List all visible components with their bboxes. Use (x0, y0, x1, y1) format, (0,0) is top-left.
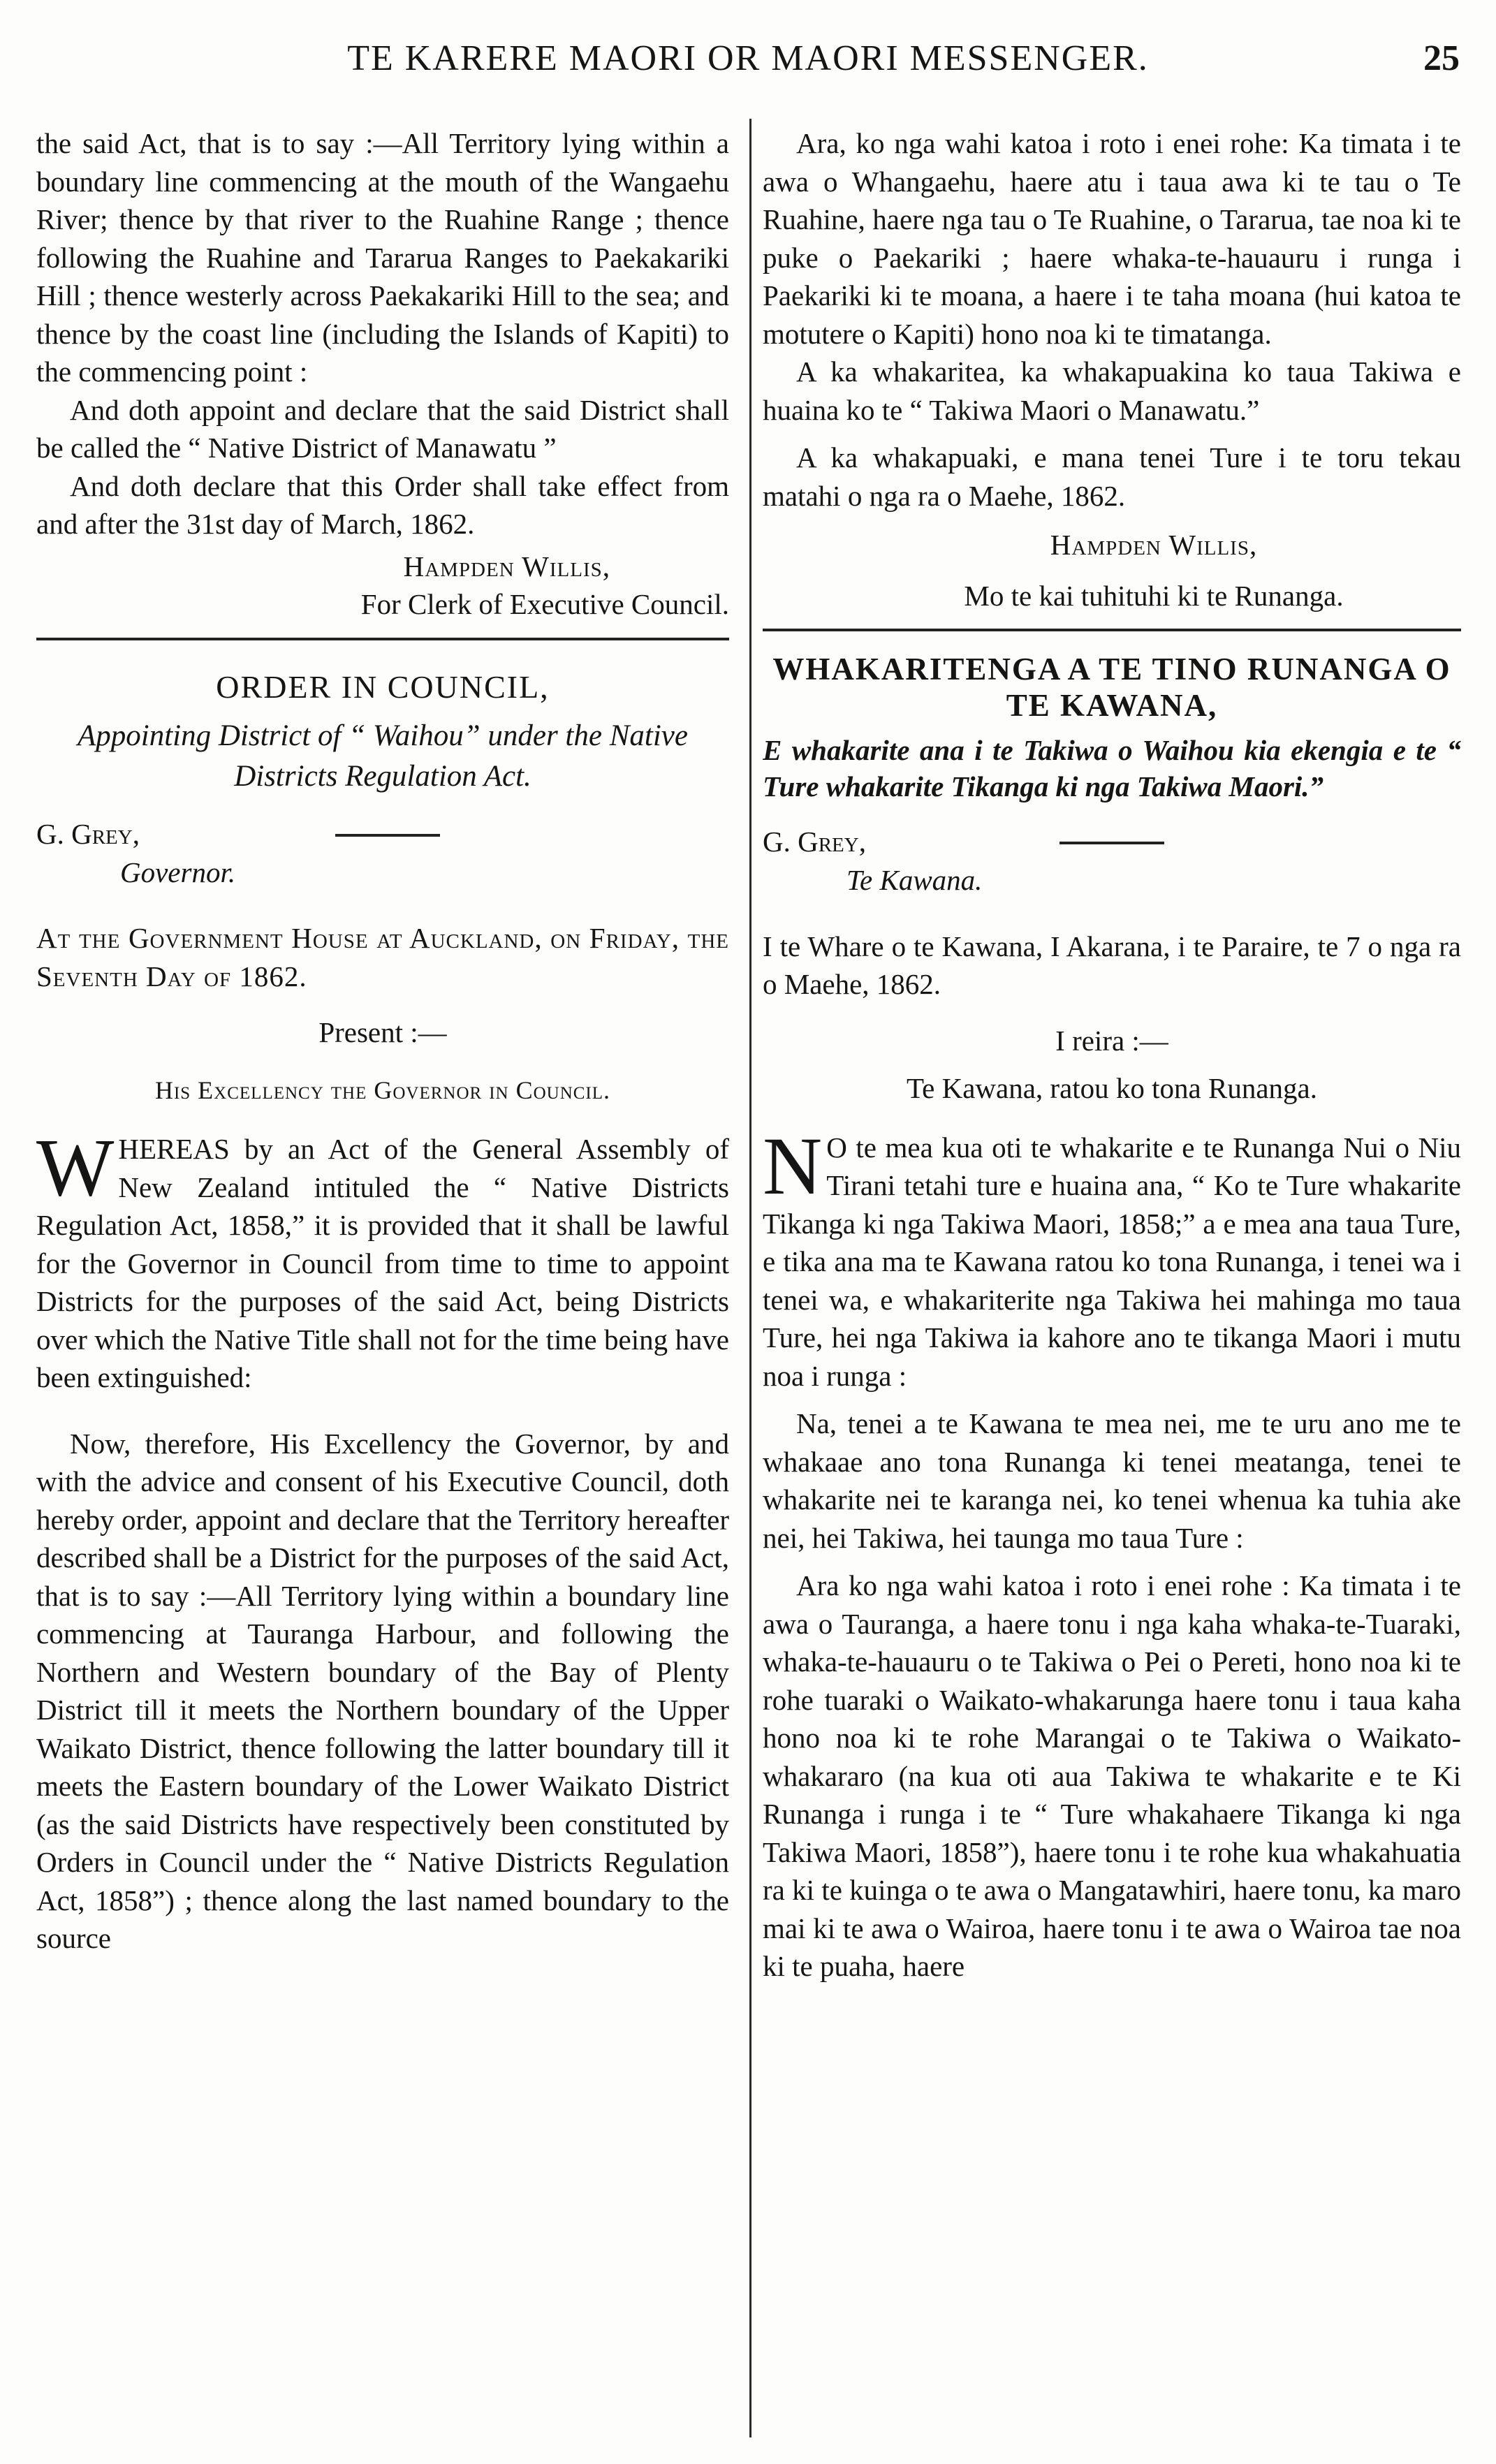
left-section-subheading: Appointing District of “ Waihou” under the Native Districts Regulation Act. (78, 719, 688, 793)
left-section-heading: ORDER IN COUNCIL, (216, 668, 550, 705)
right-paragraph-3: A ka whakapuaki, e mana tenei Ture i te toru tekau matahi o nga ra o Maehe, 1862. (763, 441, 1461, 512)
left-paragraph-3: And doth declare that this Order shall take effect from and after the 31st day of March, 1862. (36, 469, 729, 540)
column-rule (749, 119, 751, 2437)
left-governor-name: G. Grey, (36, 817, 140, 850)
left-place-date: At the Government House at Auckland, on Friday, the Seventh Day of 1862. (36, 922, 729, 992)
left-whereas-text: HEREAS by an Act of the General Assembly of New Zealand intituled the “ Native Districts Regulation Act, 1858,” it is provided that it shall be lawful for the Governor in Council from time to time to appoint Districts for the purposes of the said Act, being Districts over which the Native Title shall not for the time being have been extinguished: (36, 1133, 729, 1393)
page-number: 25 (1423, 38, 1460, 78)
dash-rule (335, 834, 440, 837)
right-column (763, 124, 1461, 2450)
right-governor-name: G. Grey, (763, 826, 866, 858)
left-present: Present :— (318, 1016, 447, 1048)
right-governor-title: Te Kawana. (846, 864, 983, 896)
right-na-tenei-paragraph: Na, tenei a te Kawana te mea nei, me te uru ano me te whakaae ano tona Runanga ki tenei meatanga, tenei te whakarite nei te karanga nei, ko tenei whenua ka tuhia ake nei, hei Takiwa, hei taunga mo taua Ture : (763, 1407, 1461, 1554)
left-paragraph-2: And doth appoint and declare that the said District shall be called the “ Native District of Manawatu ” (36, 393, 729, 464)
right-section-subheading: E whakarite ana i te Takiwa o Waihou kia ekengia e te “ Ture whakarite Tikanga ki nga Takiwa Maori.” (763, 734, 1461, 802)
left-signature-name: Hampden Willis, (403, 550, 610, 582)
section-rule (36, 638, 729, 640)
right-section-heading: WHAKARITENGA A TE TINO RUNANGA O TE KAWANA, (772, 652, 1451, 723)
right-paragraph-1: Ara, ko nga wahi katoa i roto i enei rohe: Ka timata i te awa o Whangaehu, haere atu i taua awa ki te tau o Te Ruahine, haere nga tau o Te Ruahine, o Tararua, tae noa ki te puke o Paekariki ; haere whaka-te-hauauru i runga i Paekariki ki te moana, a haere i te taha moana (hui katoa te motutere o Kapiti) hono noa ki te timatanga. (763, 127, 1461, 350)
dash-rule (1059, 842, 1164, 844)
left-whereas-paragraph (36, 1122, 729, 1397)
left-signature-role: For Clerk of Executive Council. (360, 588, 729, 620)
right-signature-name: Hampden Willis, (1050, 529, 1258, 561)
left-paragraph-1: the said Act, that is to say :—All Territory lying within a boundary line commencing at the mouth of the Wangaehu River; thence by that river to the Ruahine Range ; thence following the Ruahine and Tararua Ranges to Paekakariki Hill ; thence westerly across Paekakariki Hill to the sea; and thence by the coast line (including the Islands of Kapiti) to the commencing point : (36, 127, 729, 388)
running-title: TE KARERE MAORI OR MAORI MESSENGER. (347, 38, 1149, 78)
left-governor-row (36, 815, 729, 853)
right-place-date: I te Whare o te Kawana, I Akarana, i te Paraire, te 7 o nga ra o Maehe, 1862. (763, 930, 1461, 1000)
drop-cap: W (36, 1122, 115, 1213)
left-excellency: His Excellency the Governor in Council. (154, 1076, 611, 1104)
left-governor-title: Governor. (120, 856, 236, 888)
page-header (0, 38, 1496, 101)
right-no-te-mea-paragraph (763, 1120, 1461, 1395)
right-no-te-mea-text: O te mea kua oti te whakarite e te Runanga Nui o Niu Tirani tetahi ture e huaina ana, “ Ko te Ture whakarite Tikanga ki nga Takiwa Maori, 1858;” a e mea ana taua Ture, e tika ana ma te Kawana ratou ko tona Runanga, i tenei wa i tenei wa, e whakariterite nga Takiwa hei mahinga mo taua Ture, hei nga Takiwa ia kahore ano te tikanga Maori i mutu noa i runga : (763, 1131, 1461, 1392)
left-now-therefore-paragraph: Now, therefore, His Excellency the Governor, by and with the advice and consent of his Executive Council, doth hereby order, appoint and declare that the Territory hereafter described shall be a District for the purposes of the said Act, that is to say :—All Territory lying within a boundary line commencing at Tauranga Harbour, and following the Northern and Western boundary of the Bay of Plenty District till it meets the Northern boundary of the Upper Waikato District, thence following the latter boundary till it meets the Eastern boundary of the Lower Waikato District (as the said Districts have respectively been constituted by Orders in Council under the “ Native Districts Regulation Act, 1858”) ; thence along the last named boundary to the source (36, 1427, 729, 1954)
right-governor-row (763, 823, 1461, 861)
right-present-members: Te Kawana, ratou ko tona Runanga. (906, 1072, 1317, 1104)
section-rule (763, 629, 1461, 631)
right-ara-paragraph: Ara ko nga wahi katoa i roto i enei rohe : Ka timata i te awa o Tauranga, a haere tonu i nga kaha whaka-te-Tuaraki, whaka-te-hauauru o te Takiwa o Pei o Pereti, hono noa ki te rohe tuaraki o Waikato-whakarunga haere tonu i taua kaha hono noa ki te rohe Marangai o te Takiwa o Waikato-whakararo (na kua oti aua Takiwa te whakarite e te Ki Runanga i runga i te “ Ture whakahaere Tikanga ki nga Takiwa Maori, 1858”), haere tonu i te rohe kua whakahuatia ra ki te kuinga o te awa o Mangatawhiri, haere tonu, ka maro mai ki te awa o Wairoa, haere tonu i te awa o Wairoa tae noa ki te puaha, haere (763, 1569, 1461, 1982)
right-present: I reira :— (1055, 1024, 1168, 1057)
right-paragraph-2: A ka whakaritea, ka whakapuakina ko taua Takiwa e huaina ko te “ Takiwa Maori o Manawatu.” (763, 355, 1461, 426)
left-column (36, 124, 729, 2450)
drop-cap: N (763, 1120, 823, 1212)
right-signature-role: Mo te kai tuhituhi ki te Runanga. (964, 579, 1344, 612)
